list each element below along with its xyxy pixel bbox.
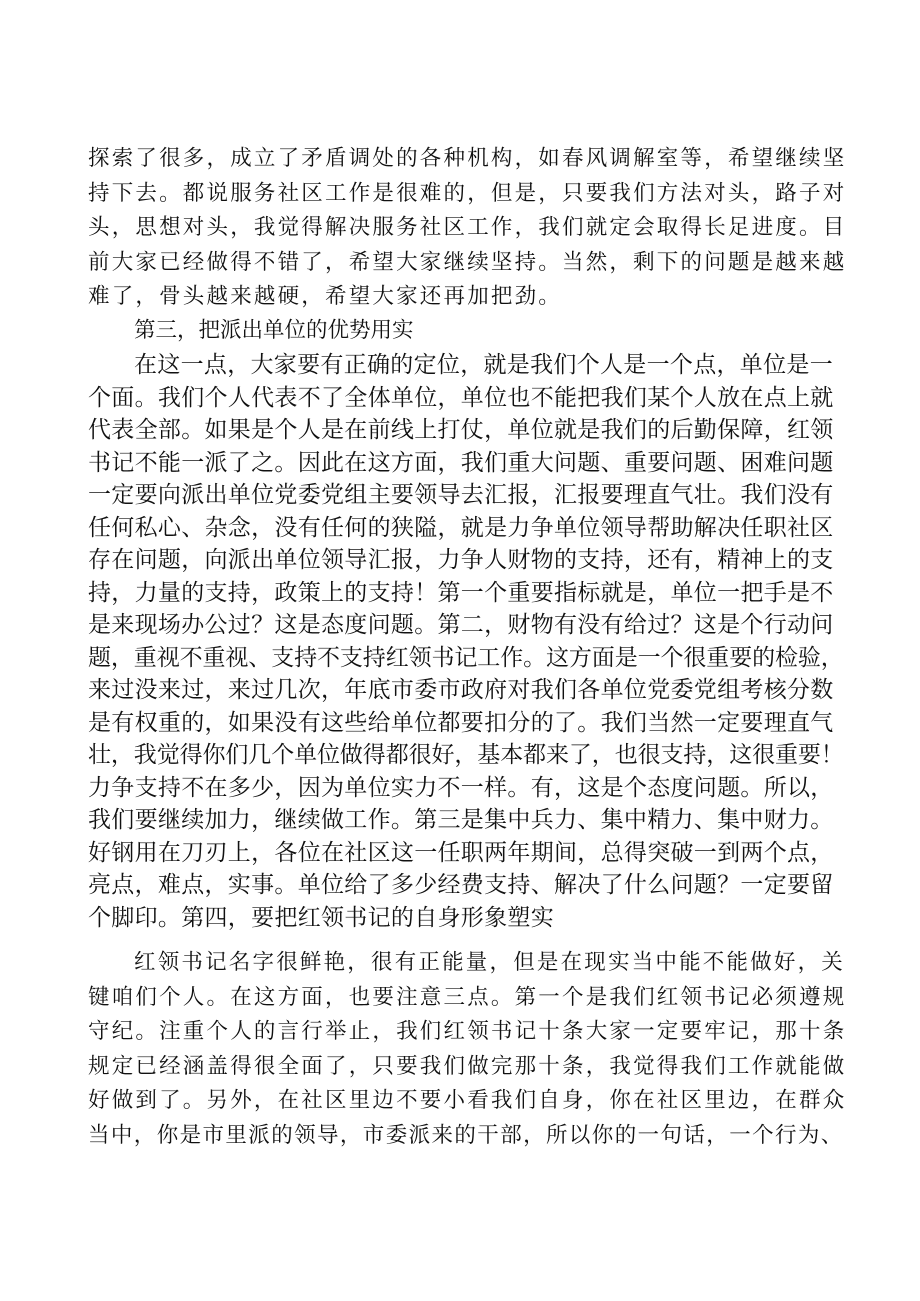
text-line: 任何私心、杂念，没有任何的狭隘，就是力争单位领导帮助解决任职社区 [88, 514, 834, 541]
text-line: 规定已经涵盖得很全面了，只要我们做完那十条，我觉得我们工作就能做 [88, 1053, 847, 1079]
text-line: 力争支持不在多少，因为单位实力不一样。有，这是个态度问题。所以， [88, 774, 834, 801]
text-line: 亮点，难点，实事。单位给了多少经费支持、解决了什么问题？一定要留 [88, 872, 834, 898]
text-line: 好做到了。另外，在社区里边不要小看我们自身，你在社区里边，在群众 [88, 1088, 847, 1113]
text-line: 当中，你是市里派的领导，市委派来的干部，所以你的一句话，一个行为、 [88, 1122, 844, 1148]
text-line: 在这一点，大家要有正确的定位，就是我们个人是一个点，单位是一 [134, 352, 833, 378]
section-heading: 第三，把派出单位的优势用实 [134, 318, 414, 343]
paragraph-1 [88, 142, 848, 315]
text-line: 探索了很多，成立了矛盾调处的各种机构，如春风调解室等，希望继续坚 [88, 146, 847, 171]
text-line: 红领书记名字很鲜艳，很有正能量，但是在现实当中能不能做好，关 [134, 950, 846, 975]
paragraph-2 [88, 349, 848, 934]
text-line: 个面。我们个人代表不了全体单位，单位也不能把我们某个人放在点上就 [88, 384, 834, 411]
text-line: 持下去。都说服务社区工作是很难的，但是，只要我们方法对头，路子对 [88, 180, 847, 206]
text-line: 个脚印。第四，要把红领书记的自身形象塑实 [88, 904, 554, 931]
text-line: 题，重视不重视、支持不支持红领书记工作。这方面是一个很重要的检验， [88, 644, 844, 671]
text-line: 我们要继续加力，继续做工作。第三是集中兵力、集中精力、集中财力。 [88, 807, 834, 833]
paragraph-3 [88, 946, 848, 1153]
text-line: 书记不能一派了之。因此在这方面，我们重大问题、重要问题、困难问题 [88, 449, 834, 476]
text-line: 壮，我觉得你们几个单位做得都很好，基本都来了，也很支持，这很重要！ [88, 742, 844, 768]
text-line: 一定要向派出单位党委党组主要领导去汇报，汇报要理直气壮。我们没有 [88, 482, 834, 508]
text-line: 好钢用在刀刃上，各位在社区这一任职两年期间，总得突破一到两个点， [88, 839, 834, 866]
text-line: 难了，骨头越来越硬，希望大家还再加把劲。 [88, 284, 563, 309]
text-line: 是有权重的，如果没有这些给单位都要扣分的了。我们当然一定要理直气 [88, 709, 834, 736]
text-line: 存在问题，向派出单位领导汇报，力争人财物的支持，还有，精神上的支 [88, 547, 834, 573]
text-line: 代表全部。如果是个人是在前线上打仗，单位就是我们的后勤保障，红领 [88, 417, 834, 443]
text-line: 是来现场办公过？这是态度问题。第二，财物有没有给过？这是个行动问 [88, 612, 834, 638]
text-line: 守纪。注重个人的言行举止，我们红领书记十条大家一定要牢记，那十条 [88, 1019, 847, 1044]
text-line: 头，思想对头，我觉得解决服务社区工作，我们就定会取得长足进度。目 [88, 215, 847, 240]
text-line: 持，力量的支持，政策上的支持！第一个重要指标就是，单位一把手是不 [88, 579, 834, 606]
text-line: 键咱们个人。在这方面，也要注意三点。第一个是我们红领书记必须遵规 [88, 984, 847, 1010]
text-line: 前大家已经做得不错了，希望大家继续坚持。当然，剩下的问题是越来越 [88, 249, 847, 275]
text-line: 来过没来过，来过几次，年底市委市政府对我们各单位党委党组考核分数 [88, 677, 834, 703]
